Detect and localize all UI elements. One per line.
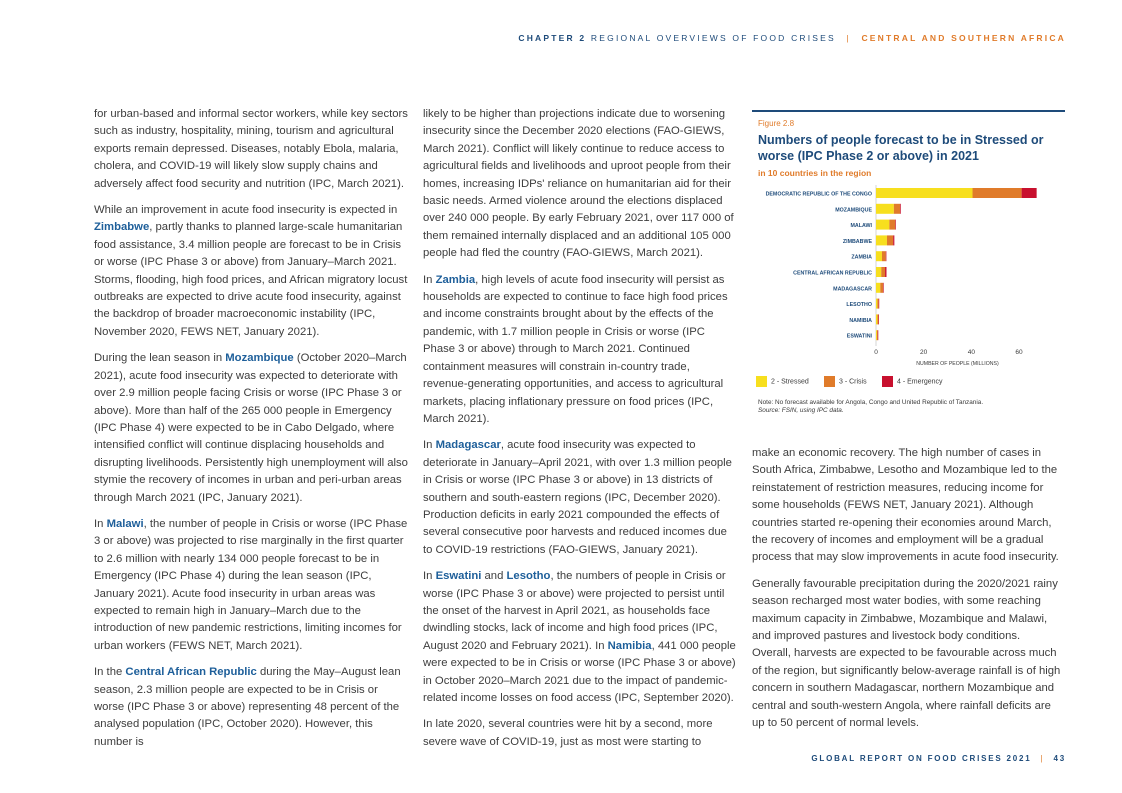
legend-item-emergency: [882, 376, 943, 387]
legend-label: 3 - Crisis: [839, 378, 867, 386]
bar-segment-stressed: [876, 330, 877, 340]
country-highlight-zimbabwe: Zimbabwe: [94, 221, 150, 234]
country-highlight-madagascar: Madagascar: [435, 439, 501, 452]
figure-2-8: [752, 110, 1065, 420]
paragraph: likely to be higher than projections indicate due to worsening insecurity since the December 2020 elections (FAO-GIEWS, March 2021). Conflict will likely continue to reduce access to agricultural fields and livelihoods and uproot people from their homes, increasing IDPs' reliance on humanitarian aid for their basic needs. Armed violence around the elections displaced over 240 000 people. By early February 2021, over 117 000 of them remained internally displaced and an additional 105 000 people had fled the country (FAO-GIEWS, March 2021).: [423, 108, 734, 260]
category-label: LESOTHO: [846, 302, 872, 309]
text-run: , high levels of acute food insecurity will persist as households are expected to continue to face high food prices and income constraints brought about by the effects of the pandemic, with 1.7 million people in Crisis or worse (IPC Phase 3 or above) through to March 2021. Continued containment measures will constrain in-country trade, revenue-generating opportunities, and access to agricultural markets, placing inflationary pressure on food prices (IPC, March 2021).: [423, 273, 728, 425]
text-run: , the numbers of people in Crisis or worse (IPC Phase 3 or above) were projected to persist until the onset of the harvest in April 2021, as households face dwindling stocks, lack of income and high food prices (IPC, August 2020 and February 2021). In: [423, 570, 726, 652]
bar-segment-stressed: [876, 220, 889, 230]
bar-segment-stressed: [876, 267, 881, 277]
text-run: , acute food insecurity was expected to deteriorate in January–April 2021, with over 1.3 million people in Crisis or worse (IPC Phase 3 or above) in 13 districts of southern and south-eastern regions (IPC, December 2020). Production deficits in early 2021 compounded the effects of several consecutive poor harvests and reduced incomes due to COVID-19 restrictions (FAO-GIEWS, January 2021).: [423, 439, 732, 556]
bar-segment-crisis: [880, 283, 883, 293]
bar-segment-stressed: [876, 283, 880, 293]
category-label: ZAMBIA: [851, 254, 872, 261]
bar-segment-crisis: [889, 220, 895, 230]
paragraph: [94, 350, 410, 507]
category-label: ZIMBABWE: [842, 238, 872, 245]
bar-segment-stressed: [876, 188, 973, 198]
paragraph: In late 2020, several countries were hit by a second, more severe wave of COVID-19, just as most were starting to: [423, 718, 713, 748]
bar-segment-crisis: [881, 267, 885, 277]
bar-segment-emergency: [885, 267, 886, 277]
country-highlight-namibia: Namibia: [607, 639, 652, 652]
text-column-2: [423, 106, 736, 760]
running-header: [518, 33, 1066, 43]
x-tick-label: 40: [967, 349, 975, 356]
source-text: Source: FSIN, using IPC data.: [758, 407, 844, 415]
legend-swatch-stressed: [756, 376, 767, 387]
bar-segment-stressed: [876, 314, 877, 324]
header-region: CENTRAL AND SOUTHERN AFRICA: [861, 33, 1066, 43]
bar-segment-emergency: [878, 314, 879, 324]
figure-title: Numbers of people forecast to be in Stressed or worse (IPC Phase 2 or above) in 2021: [758, 133, 1044, 163]
text-run: , 441 000 people were expected to be in Crisis or worse (IPC Phase 3 or above) in October 2020–March 2021 due to the impact of pandemic-related income losses on food access (IPC, September 2020).: [423, 639, 736, 704]
legend-item-crisis: [824, 376, 867, 387]
running-footer: [811, 754, 1066, 763]
bar-segment-emergency: [886, 251, 887, 261]
bar-segment-emergency: [878, 330, 879, 340]
legend-label: 2 - Stressed: [771, 378, 809, 386]
paragraph: [94, 516, 410, 655]
text-run: In: [423, 439, 436, 452]
note-text: Note: No forecast available for Angola, Congo and United Republic of Tanzania.: [758, 399, 984, 406]
stacked-bar-chart: [752, 182, 1065, 372]
text-run: In: [94, 517, 107, 530]
text-run: In the: [94, 666, 126, 679]
header-section: REGIONAL OVERVIEWS OF FOOD CRISES: [590, 33, 836, 43]
bar-segment-crisis: [877, 314, 878, 324]
page-number: 43: [1053, 754, 1066, 763]
bar-segment-stressed: [876, 204, 894, 214]
text-run: While an improvement in acute food insecurity is expected in: [94, 204, 398, 217]
category-label: CENTRAL AFRICAN REPUBLIC: [793, 270, 872, 277]
paragraph: make an economic recovery. The high number of cases in South Africa, Zimbabwe, Lesotho and Mozambique led to the reinstatement of restriction measures, reducing income for some households (FEWS NET, January 2021). Although countries started re-opening their economies around March, the recovery of incomes and employment will be a gradual process that may slow improvements in acute food insecurity.: [752, 447, 1059, 564]
figure-note: [758, 399, 1058, 416]
text-run: During the lean season in: [94, 352, 226, 365]
bar-segment-emergency: [900, 204, 901, 214]
bar-segment-crisis: [894, 204, 900, 214]
header-chapter: CHAPTER 2: [518, 33, 587, 43]
bar-segment-stressed: [876, 235, 887, 245]
legend-swatch-emergency: [882, 376, 893, 387]
country-highlight-zambia: Zambia: [435, 273, 476, 286]
text-run: In: [423, 273, 436, 286]
country-highlight-mozambique: Mozambique: [225, 352, 294, 365]
paragraph: [423, 437, 736, 559]
paragraph: Generally favourable precipitation during the 2020/2021 rainy season recharged most water bodies, with some reaching maximum capacity in Zimbabwe, Mozambique and Malawi, and improved pastures and livestock body conditions. Overall, harvests are expected to be favourable across much of the region, but significantly below-average rainfall is of high concern in southern Madagascar, northern Mozambique and central and south-western Angola, where rainfall deficits are up to 50 percent of normal levels.: [752, 577, 1061, 730]
text-run: , partly thanks to planned large-scale humanitarian food assistance, 3.4 million people are forecast to be in Crisis or worse (IPC Phase 3 or above) from January–March 2021. Storms, flooding, high food prices, and African migratory locust outbreaks are expected to drive acute food insecurity, against the backdrop of broader macroeconomic instability (IPC, November 2020, FEWS NET, January 2021).: [94, 221, 408, 338]
text-run: In: [423, 570, 436, 583]
paragraph: [423, 568, 736, 707]
bar-segment-emergency: [893, 235, 894, 245]
footer-report-title: GLOBAL REPORT ON FOOD CRISES 2021: [811, 754, 1032, 763]
legend-label: 4 - Emergency: [897, 378, 943, 386]
category-label: DEMOCRATIC REPUBLIC OF THE CONGO: [765, 191, 872, 198]
x-axis-label: NUMBER OF PEOPLE (MILLIONS): [916, 361, 999, 367]
category-label: MADAGASCAR: [833, 286, 872, 293]
text-column-3: [752, 445, 1062, 742]
bar-segment-emergency: [879, 299, 880, 309]
text-run: , the number of people in Crisis or worse (IPC Phase 3 or above) was projected to rise marginally in the first quarter to 2.6 million with nearly 134 000 people forecast to be in Emergency (IPC Phase 4) during the lean season (IPC, January 2021). Acute food insecurity in urban areas was expected to remain high in January–March due to the introduction of new pandemic restrictions, limiting incomes for urban workers (FEWS NET, March 2021).: [94, 517, 408, 652]
bar-segment-crisis: [973, 188, 1022, 198]
x-tick-label: 0: [874, 349, 878, 356]
bar-segment-stressed: [876, 299, 877, 309]
paragraph: [94, 664, 410, 751]
x-tick-label: 60: [1015, 349, 1023, 356]
bar-segment-crisis: [882, 251, 886, 261]
figure-subtitle: in 10 countries in the region: [758, 168, 872, 178]
legend-swatch-crisis: [824, 376, 835, 387]
paragraph: [94, 202, 410, 341]
country-highlight-malawi: Malawi: [106, 517, 144, 530]
paragraph: [423, 272, 736, 429]
country-highlight-lesotho: Lesotho: [506, 570, 551, 583]
category-label: ESWATINI: [846, 333, 872, 340]
bar-segment-crisis: [877, 299, 878, 309]
bar-segment-emergency: [1022, 188, 1037, 198]
bar-segment-crisis: [877, 330, 878, 340]
bar-segment-emergency: [883, 283, 884, 293]
x-tick-label: 20: [920, 349, 928, 356]
country-highlight-car: Central African Republic: [125, 666, 257, 679]
text-run: and: [481, 570, 507, 583]
category-label: NAMIBIA: [849, 317, 872, 324]
footer-separator: |: [1040, 754, 1045, 763]
country-highlight-eswatini: Eswatini: [435, 570, 482, 583]
bar-segment-crisis: [887, 235, 893, 245]
header-separator: |: [846, 33, 851, 43]
bar-segment-emergency: [895, 220, 896, 230]
bar-segment-stressed: [876, 251, 882, 261]
text-run: (October 2020–March 2021), acute food insecurity was expected to deteriorate with over 2.9 million people facing Crisis or worse (IPC Phase 3 or above). More than half of the 265 000 people in Emergency (IPC Phase 4) were expected to be in Cabo Delgado, where intensified conflict will continue displacing households and disrupting livelihoods. Persistently high unemployment will also stymie the recovery of incomes in urban and peri-urban areas through March 2021 (IPC, January 2021).: [94, 352, 408, 504]
figure-top-rule: [752, 110, 1065, 112]
category-label: MALAWI: [850, 223, 872, 230]
category-label: MOZAMBIQUE: [835, 207, 872, 214]
legend-item-stressed: [756, 376, 809, 387]
paragraph: for urban-based and informal sector workers, while key sectors such as industry, hospitality, mining, tourism and agricultural exports remain depressed. Diseases, notably Ebola, malaria, cholera, and COVID-19 will likely slow supply chains and adversely affect food security and nutrition (IPC, March 2021).: [94, 108, 408, 190]
figure-label: Figure 2.8: [758, 119, 795, 128]
text-column-1: [94, 106, 410, 760]
text-run: during the May–August lean season, 2.3 million people are expected to be in Crisis or worse (IPC Phase 3 or above) representing 48 percent of the analysed population (IPC, October 2020). However, this number is: [94, 666, 401, 748]
